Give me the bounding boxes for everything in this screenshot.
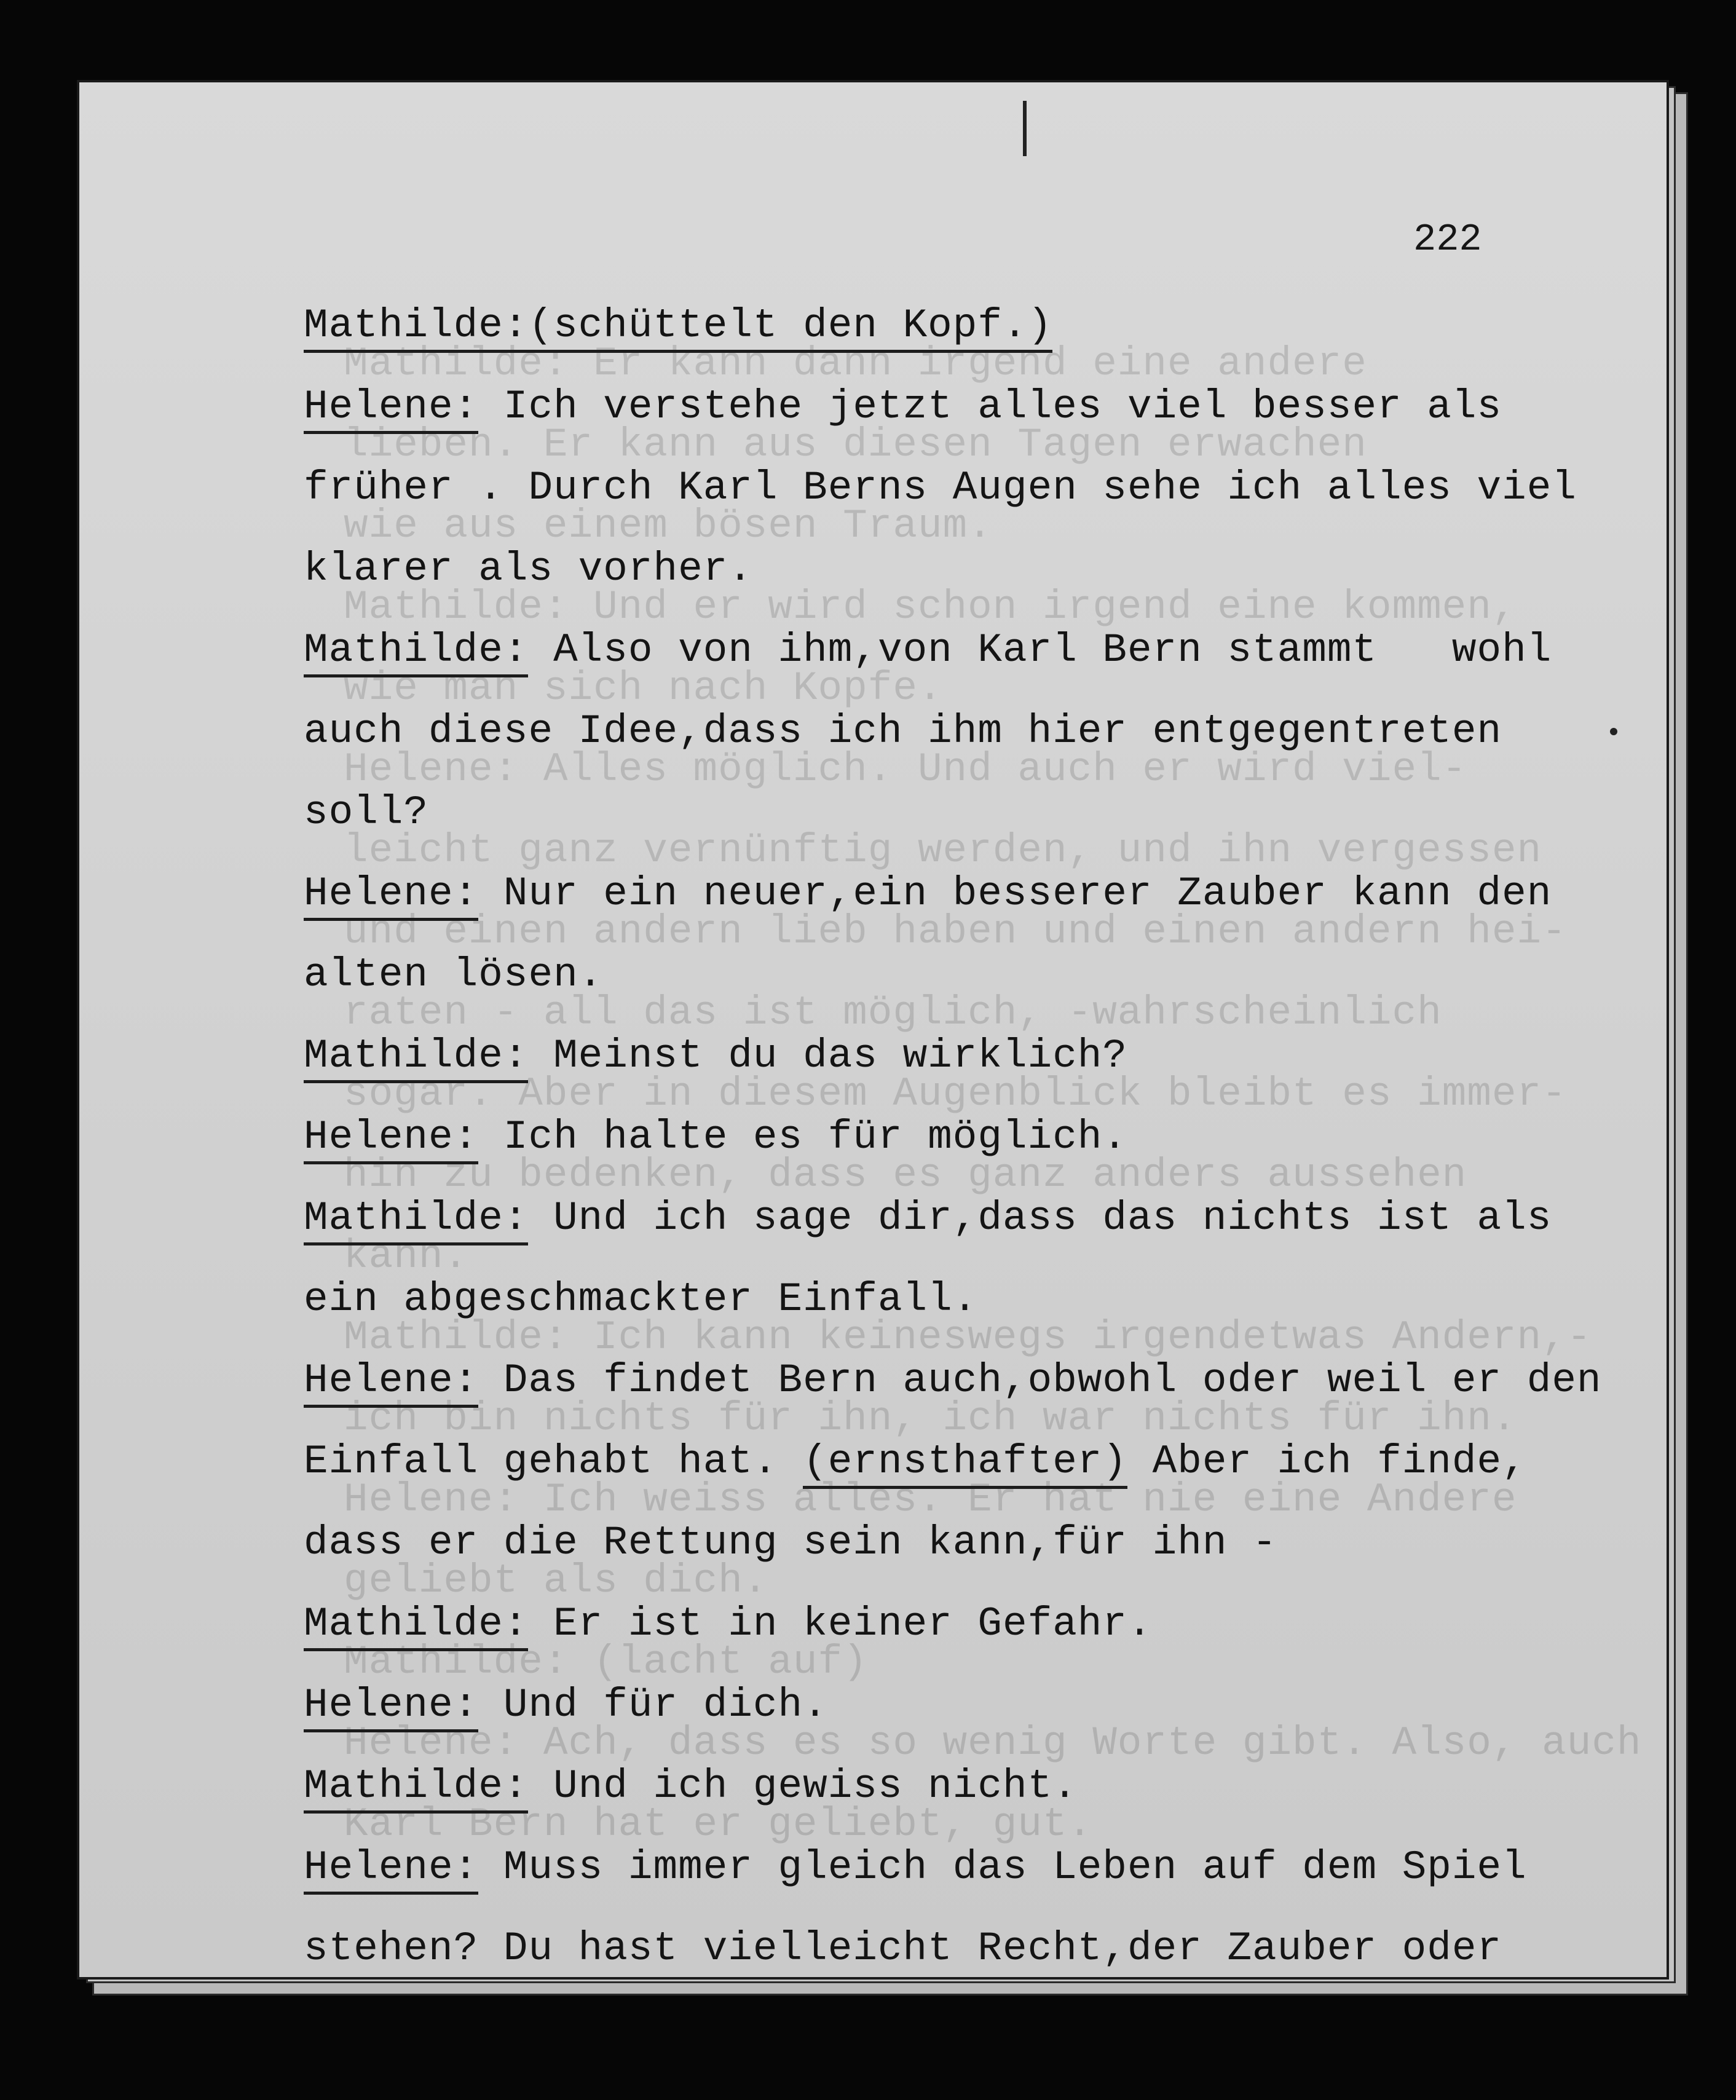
line-text: klarer als vorher. — [304, 546, 753, 592]
bleed-through-line: und einen andern lieb haben und einen andern hei- — [344, 909, 1567, 955]
bleed-through-line: hin zu bedenken, dass es ganz anders aussehen — [344, 1152, 1467, 1198]
bleed-through-line: geliebt als dich. — [344, 1558, 768, 1604]
bleed-through-line: ich bin nichts für ihn, ich war nichts für ihn. — [344, 1395, 1517, 1442]
line-text: Ich verstehe jetzt alles viel besser als — [478, 384, 1502, 430]
line-text: Nur ein neuer,ein besserer Zauber kann den — [478, 870, 1552, 917]
line-text: Und ich sage dir,dass das nichts ist als — [528, 1195, 1552, 1241]
speaker-name: Helene: — [304, 1682, 478, 1732]
dialogue-line — [304, 1178, 1644, 1259]
line-text: Aber ich finde, — [1127, 1439, 1527, 1485]
dialogue-line — [304, 366, 1644, 448]
bleed-through-line: Helene: Ach, dass es so wenig Worte gibt. Also, auch — [344, 1720, 1642, 1766]
speaker-name: Mathilde: — [304, 1763, 528, 1814]
line-text: Und ich gewiss nicht. — [528, 1763, 1078, 1809]
dialogue-line — [304, 853, 1644, 934]
bleed-through-line: sogar. Aber in diesem Augenblick bleibt es immer- — [344, 1071, 1567, 1117]
line-text: Er ist in keiner Gefahr. — [528, 1601, 1153, 1647]
line-text: soll? — [304, 789, 429, 835]
line-text: Also von ihm,von Karl Bern stammt wohl — [528, 627, 1552, 673]
line-text: Muss immer gleich das Leben auf dem Spiel — [478, 1844, 1527, 1890]
line-text: Ich halte es für möglich. — [478, 1114, 1128, 1160]
dialogue-line — [304, 1746, 1644, 1827]
bleed-through-line: Helene: Alles möglich. Und auch er wird viel- — [344, 746, 1467, 792]
dialogue-line — [304, 691, 1644, 772]
line-text: dass er die Rettung sein kann,für ihn - — [304, 1520, 1277, 1566]
bleed-through-line: Mathilde: Und er wird schon irgend eine kommen, — [344, 584, 1517, 630]
speaker-name: Helene: — [304, 870, 478, 921]
line-text: stehen? Du hast vielleicht Recht,der Zauber oder — [304, 1925, 1502, 1972]
dialogue-line — [304, 1016, 1644, 1097]
dialogue-line — [304, 529, 1644, 610]
dialogue-line — [304, 285, 1644, 366]
dialogue-line — [304, 1259, 1644, 1340]
dialogue-line — [304, 772, 1644, 853]
bleed-through-line: wie aus einem bösen Traum. — [344, 503, 993, 549]
speaker-name: Helene: — [304, 384, 478, 434]
bleed-through-line: wie man sich nach Kopfe. — [344, 665, 943, 711]
line-text: Und für dich. — [478, 1682, 828, 1728]
dialogue-line — [304, 1584, 1644, 1665]
speaker-name: Helene: — [304, 1357, 478, 1408]
dialogue-line — [304, 1502, 1644, 1584]
dialogue-line — [304, 1340, 1644, 1421]
bleed-through-line: Mathilde: (lacht auf) — [344, 1639, 868, 1685]
dialogue-line — [304, 1665, 1644, 1746]
line-text: Meinst du das wirklich? — [528, 1033, 1128, 1079]
typewritten-page — [77, 80, 1669, 1980]
line-text: Einfall gehabt hat. — [304, 1439, 803, 1485]
bleed-through-line: kann. — [344, 1233, 469, 1279]
line-text: Das findet Bern auch,obwohl oder weil er den — [478, 1357, 1602, 1403]
dialogue-line — [304, 610, 1644, 691]
speaker-name: Mathilde: — [304, 1033, 528, 1083]
page-number: 222 — [1413, 218, 1482, 261]
dialogue-line — [304, 1908, 1644, 1980]
stage-direction: (schüttelt den Kopf.) — [528, 302, 1052, 353]
dialogue-line — [304, 1827, 1644, 1908]
bleed-through-line: Mathilde: Er kann dann irgend eine andere — [344, 341, 1367, 387]
line-text: alten lösen. — [304, 952, 604, 998]
speaker-name: Helene: — [304, 1844, 478, 1895]
speaker-name: Mathilde: — [304, 1601, 528, 1651]
line-text: früher . Durch Karl Berns Augen sehe ich alles viel — [304, 465, 1577, 511]
paper-mark — [1023, 101, 1027, 156]
line-text: auch diese Idee,dass ich ihm hier entgegentreten — [304, 708, 1502, 754]
speaker-name: Helene: — [304, 1114, 478, 1164]
stage-direction: (ernsthafter) — [803, 1439, 1127, 1489]
bleed-through-line: leicht ganz vernünftig werden, und ihn vergessen — [344, 827, 1542, 874]
dialogue-line — [304, 934, 1644, 1016]
speaker-name: Mathilde: — [304, 627, 528, 677]
dialogue-line — [304, 1097, 1644, 1178]
dialogue-body — [304, 285, 1644, 1980]
speaker-name: Mathilde: — [304, 302, 528, 353]
dialogue-line — [304, 448, 1644, 529]
line-text: ein abgeschmackter Einfall. — [304, 1276, 978, 1322]
bleed-through-line: Karl Bern hat er geliebt, gut. — [344, 1801, 1093, 1847]
dialogue-line — [304, 1421, 1644, 1502]
bleed-through-line: lieben. Er kann aus diesen Tagen erwachen — [344, 422, 1367, 468]
speaker-name: Mathilde: — [304, 1195, 528, 1245]
bleed-through-line: Helene: Ich weiss alles. Er hat nie eine Andere — [344, 1477, 1517, 1523]
paper-mark — [1610, 728, 1617, 735]
bleed-through-line: raten - all das ist möglich, -wahrscheinlich — [344, 990, 1442, 1036]
bleed-through-line: Mathilde: Ich kann keineswegs irgendetwas Andern,- — [344, 1314, 1592, 1360]
